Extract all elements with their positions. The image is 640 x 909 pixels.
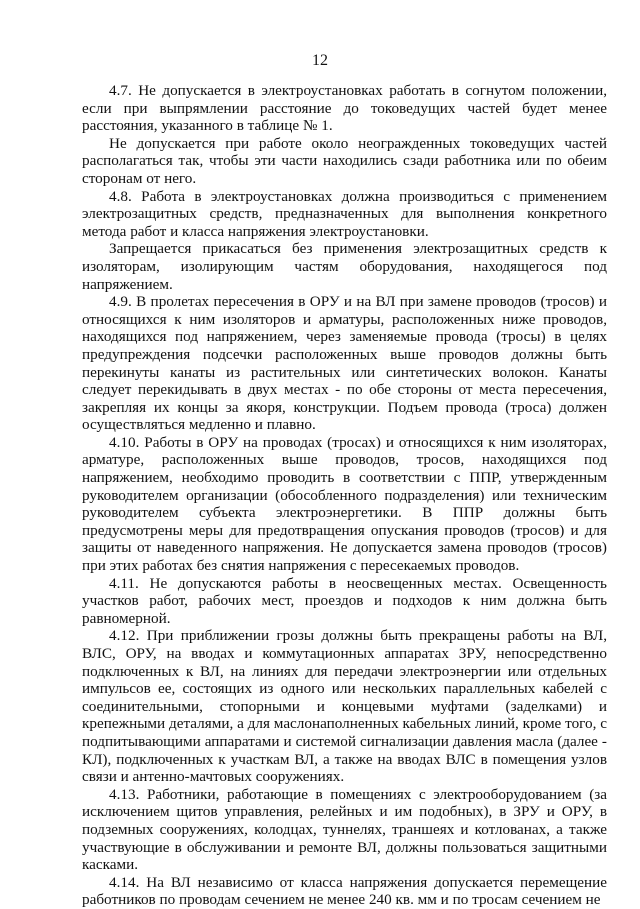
paragraph-4-10: 4.10. Работы в ОРУ на проводах (тросах) и относящихся к ним изоляторах, арматуре, расположенных выше проводов, тросов, находящихся под напряжением, необходимо проводить в соответствии с ППР, утвержденным руководителем организации (обособленного подразделения) или техническим руководителем субъекта электроэнергетики. В ППР должны быть предусмотрены меры для предотвращения опускания проводов (тросов) и для защиты от наведенного напряжения. Не допускается замена проводов (тросов) при этих работах без снятия напряжения с пересекаемых проводов. (82, 433, 607, 575)
paragraph-4-13: 4.13. Работники, работающие в помещениях с электрооборудованием (за исключением щитов управления, релейных и им подобных), в ЗРУ и ОРУ, в подземных сооружениях, колодцах, туннелях, траншеях и котлованах, а также участвующие в обслуживании и ремонте ВЛ, должны пользоваться защитными касками. (82, 785, 607, 874)
paragraph-4-8-continued: Запрещается прикасаться без применения электрозащитных средств к изоляторам, изолирующим частям оборудования, находящегося под напряжением. (82, 240, 607, 293)
paragraph-4-7: 4.7. Не допускается в электроустановках работать в согнутом положении, если при выпрямлении расстояние до токоведущих частей будет менее расстояния, указанного в таблице № 1. (82, 82, 607, 135)
paragraph-4-14: 4.14. На ВЛ независимо от класса напряжения допускается перемещение работников по проводам сечением не менее 240 кв. мм и по тросам сечением не (82, 873, 607, 909)
paragraph-4-7-continued: Не допускается при работе около неогражденных токоведущих частей располагаться так, чтобы эти части находились сзади работника или по обеим сторонам от него. (82, 134, 607, 187)
paragraph-4-8: 4.8. Работа в электроустановках должна производиться с применением электрозащитных средств, предназначенных для выполнения конкретного метода работ и класса напряжения электроустановки. (82, 187, 607, 240)
paragraph-4-9: 4.9. В пролетах пересечения в ОРУ и на ВЛ при замене проводов (тросов) и относящихся к ним изоляторов и арматуры, расположенных ниже проводов, находящихся под напряжением, через заменяемые провода (тросы) в целях предупреждения подсечки расположенных выше проводов должны быть перекинуты канаты из растительных или синтетических волокон. Канаты следует перекидывать в двух местах - по обе стороны от места пересечения, закрепляя их концы за якоря, конструкции. Подъем провода (троса) должен осуществляться медленно и плавно. (82, 293, 607, 434)
paragraph-4-11: 4.11. Не допускаются работы в неосвещенных местах. Освещенность участков работ, рабочих мест, проездов и подходов к ним должна быть равномерной. (82, 574, 607, 627)
paragraph-4-12: 4.12. При приближении грозы должны быть прекращены работы на ВЛ, ВЛС, ОРУ, на вводах и коммутационных аппаратах ЗРУ, непосредственно подключенных к ВЛ, на линиях для передачи электроэнергии или отдельных импульсов ее, состоящих из одного или нескольких параллельных кабелей с соединительными, стопорными и концевыми муфтами (заделками) и крепежными деталями, а для маслонаполненных кабельных линий, кроме того, с подпитывающими аппаратами и системой сигнализации давления масла (далее - КЛ), подключенных к участкам ВЛ, а также на вводах ВЛС в помещения узлов связи и антенно-мачтовых сооружениях. (82, 627, 607, 786)
page-number: 12 (312, 52, 328, 69)
document-body (82, 82, 607, 909)
